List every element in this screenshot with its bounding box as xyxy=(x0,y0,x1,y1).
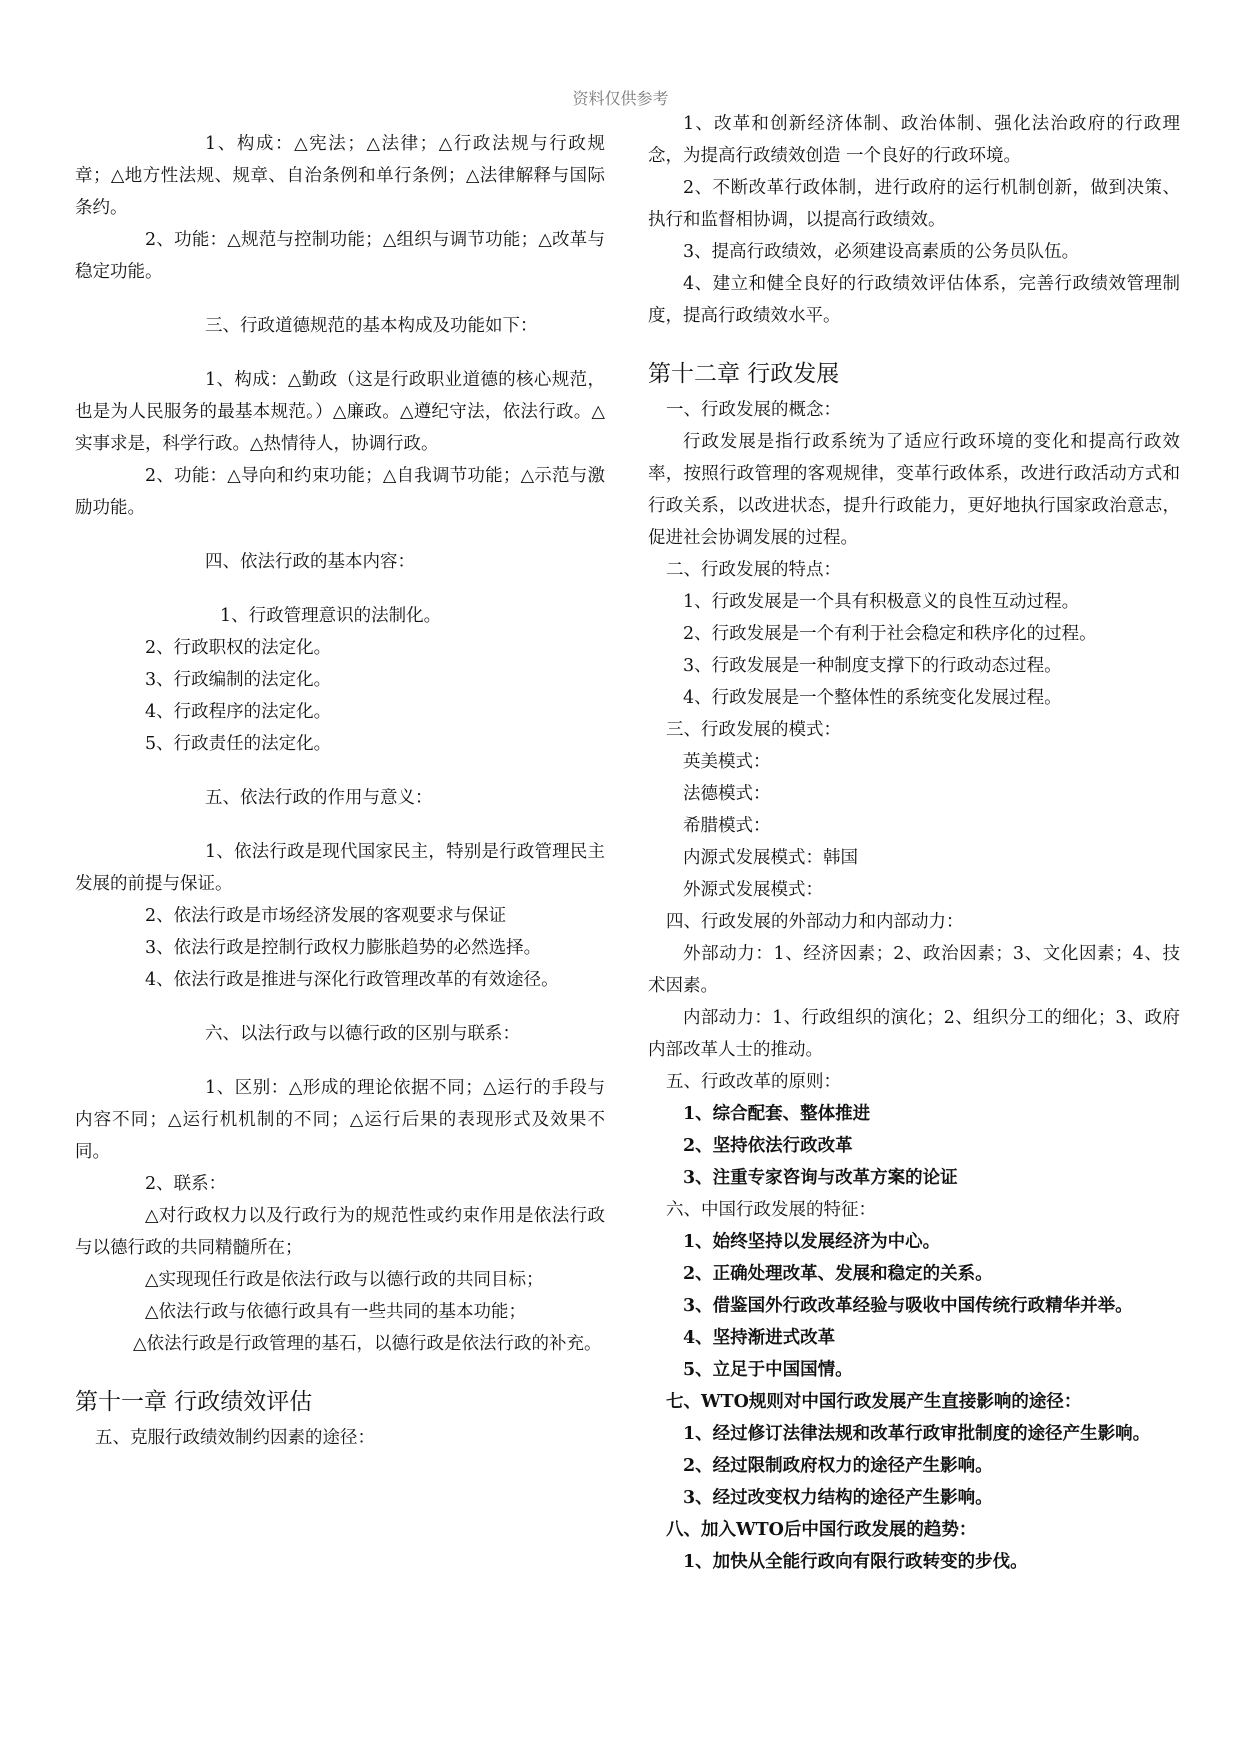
chapter-heading: 第十一章 行政绩效评估 xyxy=(75,1389,313,1415)
text-paragraph: 2、联系： xyxy=(145,1174,227,1194)
text-paragraph: 六、中国行政发展的特征： xyxy=(666,1200,876,1220)
text-paragraph: 一、行政发展的概念： xyxy=(666,400,841,420)
text-paragraph: 八、加入WTO后中国行政发展的趋势： xyxy=(666,1520,977,1540)
text-paragraph: 2、坚持依法行政改革 xyxy=(683,1136,853,1156)
text-paragraph: 4、建立和健全良好的行政绩效评估体系，完善行政绩效管理制度，提高行政绩效水平。 xyxy=(648,274,1180,326)
text-paragraph: 3、注重专家咨询与改革方案的论证 xyxy=(683,1168,958,1188)
text-paragraph: 2、行政发展是一个有利于社会稳定和秩序化的过程。 xyxy=(683,624,1097,644)
text-paragraph: 4、依法行政是推进与深化行政管理改革的有效途径。 xyxy=(145,970,559,990)
text-paragraph: 1、经过修订法律法规和改革行政审批制度的途径产生影响。 xyxy=(683,1424,1151,1444)
text-paragraph: 2、行政职权的法定化。 xyxy=(145,638,332,658)
text-paragraph: 英美模式： xyxy=(683,752,771,772)
text-paragraph: 三、行政道德规范的基本构成及功能如下： xyxy=(205,316,538,336)
text-paragraph: 1、始终坚持以发展经济为中心。 xyxy=(683,1232,941,1252)
text-paragraph: 3、行政编制的法定化。 xyxy=(145,670,332,690)
text-paragraph: 2、不断改革行政体制，进行政府的运行机制创新，做到决策、执行和监督相协调，以提高行政绩效。 xyxy=(648,178,1180,230)
text-paragraph: △依法行政是行政管理的基石，以德行政是依法行政的补充。 xyxy=(133,1334,602,1354)
text-paragraph: 3、提高行政绩效，必须建设高素质的公务员队伍。 xyxy=(683,242,1080,262)
text-paragraph: 六、以法行政与以德行政的区别与联系： xyxy=(205,1024,520,1044)
text-paragraph: 三、行政发展的模式： xyxy=(666,720,841,740)
right-column xyxy=(648,108,1180,1578)
text-paragraph: 3、借鉴国外行政改革经验与吸收中国传统行政精华并举。 xyxy=(683,1296,1133,1316)
text-paragraph: 1、综合配套、整体推进 xyxy=(683,1104,871,1124)
text-paragraph: 四、行政发展的外部动力和内部动力： xyxy=(666,912,964,932)
text-paragraph: 4、行政程序的法定化。 xyxy=(145,702,332,722)
text-paragraph: 内部动力：1、行政组织的演化；2、组织分工的细化；3、政府内部改革人士的推动。 xyxy=(648,1008,1180,1060)
text-paragraph: 内源式发展模式：韩国 xyxy=(683,848,858,868)
text-paragraph: 5、行政责任的法定化。 xyxy=(145,734,332,754)
text-paragraph: 1、改革和创新经济体制、政治体制、强化法治政府的行政理念，为提高行政绩效创造 一个良好的行政环境。 xyxy=(648,114,1180,166)
text-paragraph: 1、构成：△宪法；△法律；△行政法规与行政规章；△地方性法规、规章、自治条例和单行条例；△法律解释与国际条约。 xyxy=(75,134,605,218)
text-paragraph: 3、依法行政是控制行政权力膨胀趋势的必然选择。 xyxy=(145,938,542,958)
text-paragraph: 2、正确处理改革、发展和稳定的关系。 xyxy=(683,1264,993,1284)
text-paragraph: 七、WTO规则对中国行政发展产生直接影响的途径： xyxy=(666,1392,1082,1412)
text-paragraph: 五、行政改革的原则： xyxy=(666,1072,841,1092)
text-paragraph: 五、依法行政的作用与意义： xyxy=(205,788,433,808)
chapter-heading: 第十二章 行政发展 xyxy=(648,361,840,387)
text-paragraph: 2、功能：△导向和约束功能；△自我调节功能；△示范与激励功能。 xyxy=(75,466,605,518)
text-paragraph: 1、区别：△形成的理论依据不同；△运行的手段与内容不同；△运行机机制的不同；△运行后果的表现形式及效果不同。 xyxy=(75,1078,605,1162)
text-paragraph: 4、行政发展是一个整体性的系统变化发展过程。 xyxy=(683,688,1062,708)
text-paragraph: 5、立足于中国国情。 xyxy=(683,1360,853,1380)
text-paragraph: 3、经过改变权力结构的途径产生影响。 xyxy=(683,1488,993,1508)
text-paragraph: 4、坚持渐进式改革 xyxy=(683,1328,836,1348)
text-paragraph: 希腊模式： xyxy=(683,816,771,836)
text-paragraph: 2、依法行政是市场经济发展的客观要求与保证 xyxy=(145,906,507,926)
page-header: 资料仅供参考 xyxy=(572,89,669,108)
text-paragraph: 外部动力：1、经济因素；2、政治因素；3、文化因素；4、技术因素。 xyxy=(648,944,1180,996)
text-paragraph: 1、构成：△勤政（这是行政职业道德的核心规范，也是为人民服务的最基本规范。）△廉政。△遵纪守法，依法行政。△实事求是，科学行政。△热情待人，协调行政。 xyxy=(75,370,605,454)
text-paragraph: 行政发展是指行政系统为了适应行政环境的变化和提高行政效率，按照行政管理的客观规律，变革行政体系，改进行政活动方式和行政关系，以改进状态，提升行政能力，更好地执行国家政治意志，促进社会协调发展的过程。 xyxy=(648,432,1180,548)
text-paragraph: 1、行政管理意识的法制化。 xyxy=(220,606,442,626)
text-paragraph: △对行政权力以及行政行为的规范性或约束作用是依法行政与以德行政的共同精髓所在； xyxy=(75,1206,605,1258)
text-paragraph: 法德模式： xyxy=(683,784,771,804)
text-paragraph: 1、加快从全能行政向有限行政转变的步伐。 xyxy=(683,1552,1028,1572)
text-paragraph: 1、行政发展是一个具有积极意义的良性互动过程。 xyxy=(683,592,1080,612)
text-paragraph: 四、依法行政的基本内容： xyxy=(205,552,415,572)
text-paragraph: △实现现任行政是依法行政与以德行政的共同目标； xyxy=(145,1270,544,1290)
text-paragraph: 二、行政发展的特点： xyxy=(666,560,841,580)
text-paragraph: 1、依法行政是现代国家民主，特别是行政管理民主发展的前提与保证。 xyxy=(75,842,605,894)
text-paragraph: 3、行政发展是一种制度支撑下的行政动态过程。 xyxy=(683,656,1062,676)
left-column xyxy=(75,108,605,1454)
text-paragraph: △依法行政与依德行政具有一些共同的基本功能； xyxy=(145,1302,526,1322)
text-paragraph: 2、经过限制政府权力的途径产生影响。 xyxy=(683,1456,993,1476)
text-paragraph: 五、克服行政绩效制约因素的途径： xyxy=(95,1428,375,1448)
text-paragraph: 外源式发展模式： xyxy=(683,880,823,900)
text-paragraph: 2、功能：△规范与控制功能；△组织与调节功能；△改革与稳定功能。 xyxy=(75,230,605,282)
